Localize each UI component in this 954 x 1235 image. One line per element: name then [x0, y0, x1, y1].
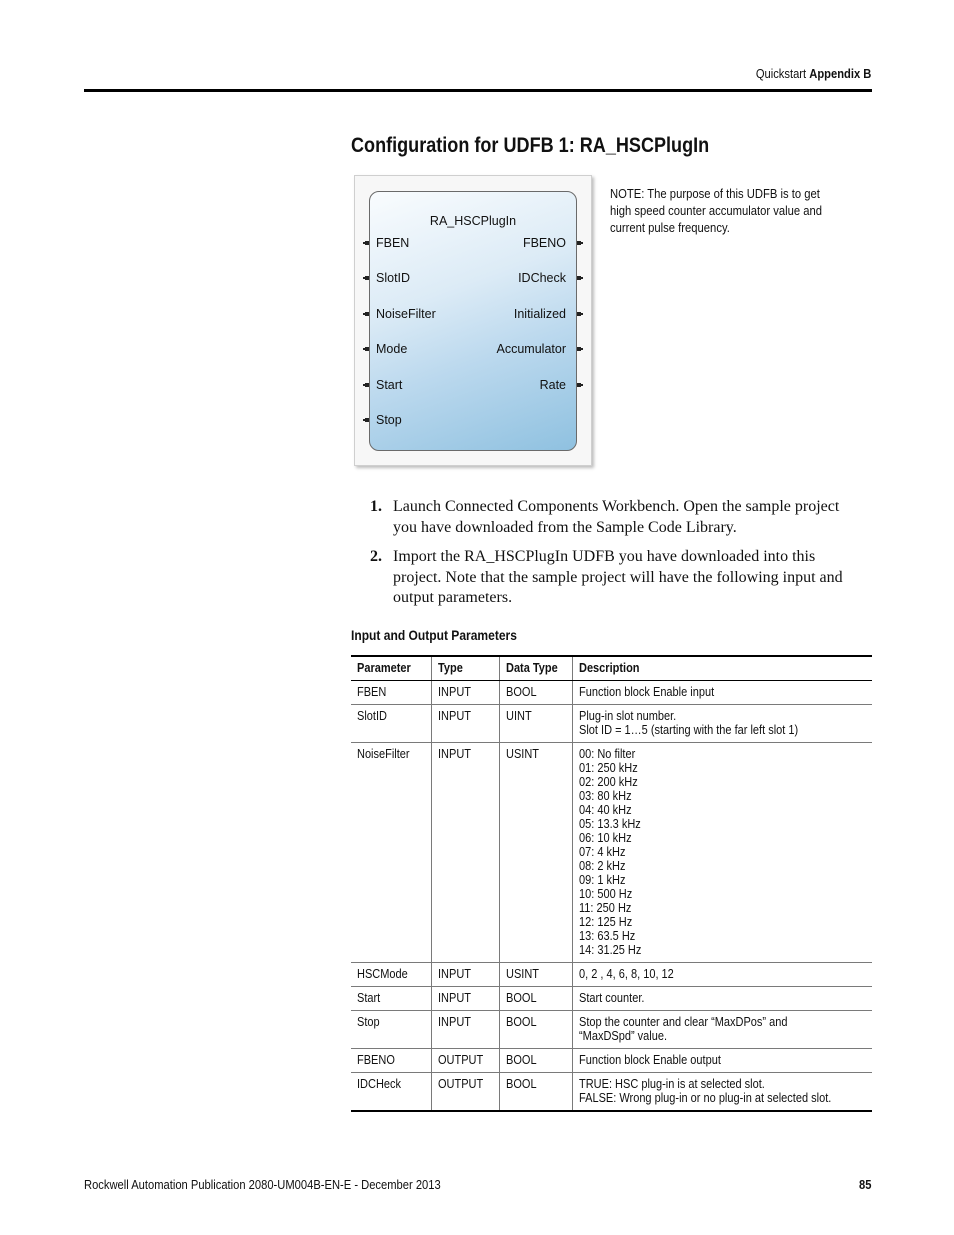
description-line: 13: 63.5 Hz: [579, 929, 636, 943]
input-pin-label: SlotID: [376, 271, 411, 286]
note: [610, 186, 850, 237]
input-pin-connector: [365, 347, 369, 351]
output-pin-label: Accumulator: [496, 342, 566, 357]
table-row: [351, 705, 872, 743]
description-cell: [573, 987, 872, 1011]
table-row: [351, 1049, 872, 1073]
note-line: NOTE: The purpose of this UDFB is to get: [610, 187, 820, 201]
table-row: [351, 987, 872, 1011]
parameter-cell: NoiseFilter: [351, 743, 431, 963]
output-pin-label: Rate: [539, 377, 566, 392]
description-line: FALSE: Wrong plug-in or no plug-in at selected slot.: [579, 1091, 832, 1105]
description-line: 10: 500 Hz: [579, 887, 633, 901]
parameter-cell: IDCHeck: [351, 1073, 431, 1112]
description-cell: [573, 1073, 872, 1112]
description-line: 07: 4 kHz: [579, 845, 626, 859]
description-line: Start counter.: [579, 991, 645, 1005]
table-row: [351, 963, 872, 987]
table-caption: Input and Output Parameters: [351, 627, 517, 643]
description-line: 12: 125 Hz: [579, 915, 633, 929]
parameter-cell: Start: [351, 987, 431, 1011]
output-pin-connector: [577, 312, 581, 316]
input-pin-connector: [365, 383, 369, 387]
function-block-figure: [354, 175, 592, 466]
description-line: 14: 31.25 Hz: [579, 943, 642, 957]
input-pin-connector: [365, 312, 369, 316]
description-line: 05: 13.3 kHz: [579, 817, 642, 831]
data-type-cell: BOOL: [499, 1011, 573, 1049]
output-pin-label: Initialized: [513, 306, 566, 321]
description-line: 06: 10 kHz: [579, 831, 632, 845]
description-line: 0, 2 , 4, 6, 8, 10, 12: [579, 967, 675, 981]
description-line: 03: 80 kHz: [579, 789, 632, 803]
description-line: 02: 200 kHz: [579, 775, 638, 789]
type-cell: INPUT: [431, 963, 499, 987]
description-line: 09: 1 kHz: [579, 873, 626, 887]
output-pin-connector: [577, 383, 581, 387]
table-header-row: [351, 656, 872, 681]
header-rule: [84, 89, 872, 92]
description-line: 01: 250 kHz: [579, 761, 638, 775]
description-line: 08: 2 kHz: [579, 859, 626, 873]
input-pin-label: NoiseFilter: [376, 306, 436, 321]
note-line: high speed counter accumulator value and: [610, 204, 823, 218]
running-header: [737, 66, 871, 81]
output-pin-label: IDCheck: [518, 271, 566, 286]
step-text: Import the RA_HSCPlugIn UDFB you have downloaded into this project. Note that the sample project will have the following input and output parameters.: [393, 548, 843, 606]
parameter-cell: SlotID: [351, 705, 431, 743]
description-line: 04: 40 kHz: [579, 803, 632, 817]
type-cell: INPUT: [431, 987, 499, 1011]
table-row: [351, 1073, 872, 1112]
output-pin-connector: [577, 241, 581, 245]
output-pin-label: FBENO: [522, 236, 566, 250]
footer-publication: Rockwell Automation Publication 2080-UM004B-EN-E - December 2013: [84, 1177, 441, 1192]
data-type-cell: UINT: [499, 705, 573, 743]
data-type-cell: USINT: [499, 963, 573, 987]
parameter-cell: FBENO: [351, 1049, 431, 1073]
description-line: “MaxDSpd” value.: [579, 1029, 668, 1043]
description-line: 11: 250 Hz: [579, 901, 632, 915]
description-cell: [573, 963, 872, 987]
description-cell: [573, 681, 872, 705]
data-type-cell: BOOL: [499, 1073, 573, 1112]
type-cell: OUTPUT: [431, 1049, 499, 1073]
function-block: [369, 191, 577, 451]
description-line: 00: No filter: [579, 747, 636, 761]
type-cell: INPUT: [431, 705, 499, 743]
function-block-name: RA_HSCPlugIn: [429, 214, 517, 228]
input-pin-connector: [365, 241, 369, 245]
column-header-type: Type: [431, 656, 499, 681]
input-pin-label: Mode: [376, 342, 408, 357]
input-pin-label: FBEN: [376, 236, 410, 250]
output-pin-connector: [577, 276, 581, 280]
column-header-description: Description: [573, 656, 872, 681]
description-line: Function block Enable output: [579, 1053, 722, 1067]
header-section: Quickstart: [755, 66, 806, 81]
note-line: current pulse frequency.: [610, 221, 730, 235]
step-text: Launch Connected Components Workbench. Open the sample project you have downloaded from the Sample Code Library.: [393, 498, 840, 536]
input-pin-label: Start: [376, 377, 403, 392]
step-number: 2.: [370, 548, 382, 565]
parameters-table: [351, 655, 872, 1112]
type-cell: INPUT: [431, 681, 499, 705]
description-line: TRUE: HSC plug-in is at selected slot.: [579, 1077, 766, 1091]
input-pin-label: Stop: [376, 413, 402, 427]
parameter-cell: Stop: [351, 1011, 431, 1049]
table-row: [351, 743, 872, 963]
parameter-cell: HSCMode: [351, 963, 431, 987]
input-pin-connector: [365, 276, 369, 280]
description-cell: [573, 1011, 872, 1049]
type-cell: OUTPUT: [431, 1073, 499, 1112]
page-number: 85: [858, 1177, 871, 1192]
data-type-cell: BOOL: [499, 987, 573, 1011]
description-cell: [573, 743, 872, 963]
parameter-cell: FBEN: [351, 681, 431, 705]
type-cell: INPUT: [431, 743, 499, 963]
description-line: Function block Enable input: [579, 685, 715, 699]
description-cell: [573, 705, 872, 743]
column-header-data-type: Data Type: [499, 656, 573, 681]
data-type-cell: BOOL: [499, 681, 573, 705]
description-line: Slot ID = 1…5 (starting with the far left slot 1): [579, 723, 799, 737]
data-type-cell: USINT: [499, 743, 573, 963]
section-title: Configuration for UDFB 1: RA_HSCPlugIn: [351, 134, 710, 157]
description-line: Plug-in slot number.: [579, 709, 677, 723]
description-line: Stop the counter and clear “MaxDPos” and: [579, 1015, 788, 1029]
data-type-cell: BOOL: [499, 1049, 573, 1073]
table-row: [351, 681, 872, 705]
header-appendix: Appendix B: [808, 66, 871, 81]
type-cell: INPUT: [431, 1011, 499, 1049]
output-pin-connector: [577, 347, 581, 351]
table-row: [351, 1011, 872, 1049]
column-header-parameter: Parameter: [351, 656, 431, 681]
description-cell: [573, 1049, 872, 1073]
step-number: 1.: [370, 498, 382, 515]
input-pin-connector: [365, 418, 369, 422]
